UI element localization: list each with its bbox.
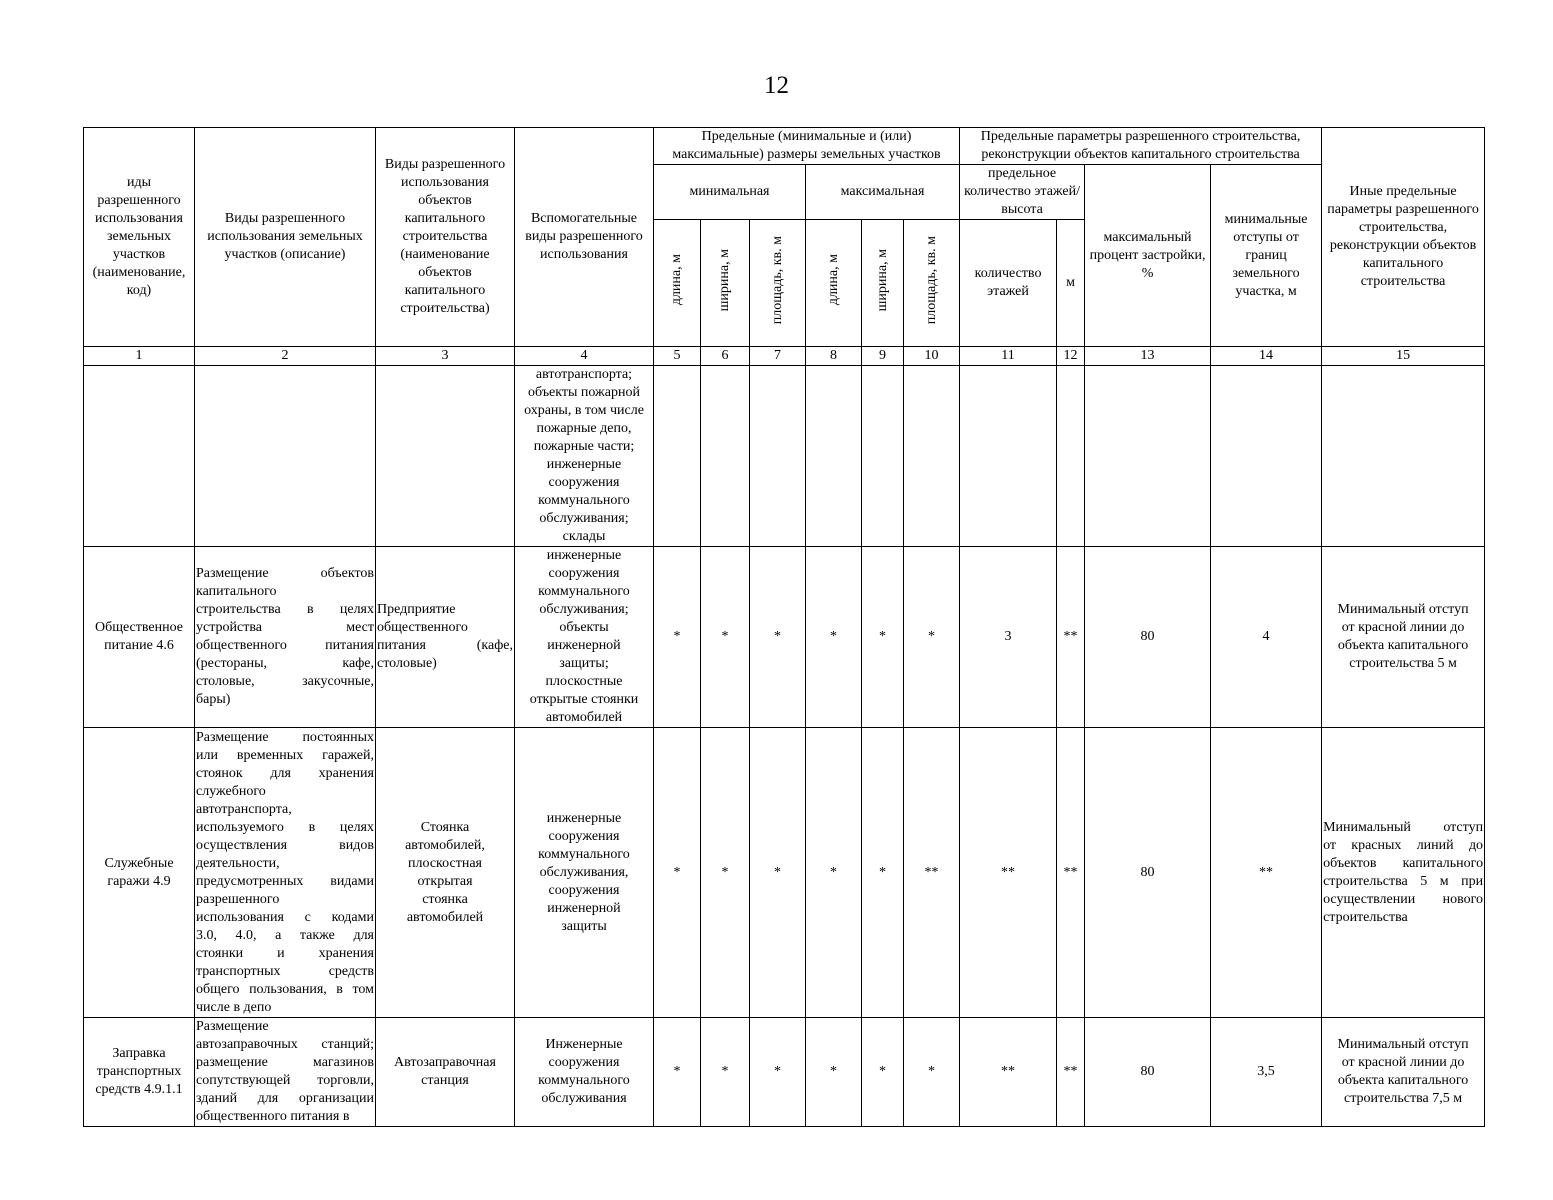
col-number: 13 xyxy=(1085,347,1211,366)
cell-value: * xyxy=(862,547,904,728)
cell-value xyxy=(862,366,904,547)
cell-line: Инженерные xyxy=(545,1037,623,1052)
header-length-max: длина, м xyxy=(806,220,862,347)
cell-line: плоскостные xyxy=(545,674,623,689)
cell-line: инженерные xyxy=(546,548,622,563)
header-col3: Виды разрешенного использования объектов капитального строительства (наименование объектов капитального строительства) xyxy=(376,128,515,347)
cell-value: * xyxy=(701,1018,750,1127)
cell-line: склады xyxy=(562,529,606,544)
cell-description xyxy=(195,1018,376,1127)
cell-value xyxy=(1057,366,1085,547)
cell-value: * xyxy=(862,728,904,1018)
cell-line: обслуживания xyxy=(541,1091,627,1106)
cell-line: строительства xyxy=(1323,909,1408,925)
cell-line: объекты xyxy=(559,620,609,635)
col-number: 4 xyxy=(515,347,654,366)
cell-other xyxy=(1322,366,1485,547)
cell-value: * xyxy=(701,547,750,728)
cell-value: * xyxy=(654,547,701,728)
header-max-percent: максимальный процент застройки, % xyxy=(1085,165,1211,347)
cell-line: устройства мест xyxy=(196,620,374,635)
cell-value: * xyxy=(750,547,806,728)
cell-line: гаражи 4.9 xyxy=(107,873,171,889)
col-number: 5 xyxy=(654,347,701,366)
cell-value: 80 xyxy=(1085,1018,1211,1127)
cell-line: строительства 5 м при xyxy=(1323,873,1484,889)
cell-line: Заправка xyxy=(112,1046,166,1061)
regulations-table xyxy=(83,127,1485,1127)
cell-line: Предприятие xyxy=(377,602,456,617)
cell-value: * xyxy=(750,1018,806,1127)
header-other: Иные предельные параметры разрешенного строительства, реконструкции объектов капитального строительства xyxy=(1322,128,1485,347)
cell-line: Минимальный отступ xyxy=(1337,1037,1469,1052)
cell-line: защиты xyxy=(561,918,607,934)
cell-value: ** xyxy=(904,728,960,1018)
cell-value xyxy=(750,366,806,547)
table-row xyxy=(84,728,1485,1018)
cell-line: станция xyxy=(421,1073,469,1088)
cell-value: ** xyxy=(1211,728,1322,1018)
cell-line: защиты; xyxy=(559,656,609,671)
cell-line: обслуживания; xyxy=(539,511,629,526)
header-min-setback: минимальные отступы от границ земельного участка, м xyxy=(1211,165,1322,347)
cell-value xyxy=(904,366,960,547)
cell-value: 3,5 xyxy=(1211,1018,1322,1127)
cell-line: числе в депо xyxy=(196,999,272,1015)
cell-value: 80 xyxy=(1085,728,1211,1018)
cell-line: стоянка xyxy=(422,891,468,907)
cell-value: * xyxy=(904,547,960,728)
cell-objects xyxy=(376,728,515,1018)
cell-line: сооружения xyxy=(548,1055,620,1070)
cell-line: охраны, в том числе xyxy=(524,403,644,418)
col-number: 14 xyxy=(1211,347,1322,366)
cell-line: служебного xyxy=(196,783,266,799)
cell-other xyxy=(1322,728,1485,1018)
page-number: 12 xyxy=(764,72,789,99)
col-number: 3 xyxy=(376,347,515,366)
cell-value: ** xyxy=(1057,1018,1085,1127)
cell-line: осуществлении нового xyxy=(1323,891,1484,907)
cell-auxiliary xyxy=(515,1018,654,1127)
cell-line: размещение магазинов xyxy=(196,1055,374,1070)
table-row xyxy=(84,547,1485,728)
cell-value: ** xyxy=(1057,728,1085,1018)
table-row xyxy=(84,366,1485,547)
header-max: максимальная xyxy=(806,165,960,220)
col-number: 15 xyxy=(1322,347,1485,366)
cell-value xyxy=(1085,366,1211,547)
cell-line: коммунального xyxy=(538,846,630,862)
cell-line: инженерные xyxy=(546,457,622,472)
cell-line: строительства в целях xyxy=(196,602,374,617)
header-min: минимальная xyxy=(654,165,806,220)
cell-line: автомобилей, xyxy=(405,837,485,853)
cell-line: Стоянка xyxy=(420,819,470,835)
cell-value xyxy=(654,366,701,547)
col-number: 7 xyxy=(750,347,806,366)
cell-value: 3 xyxy=(960,547,1057,728)
cell-value: * xyxy=(750,728,806,1018)
cell-line: транспортных xyxy=(96,1064,182,1079)
cell-line: Размещение xyxy=(196,1019,269,1034)
cell-line: транспортных средств xyxy=(196,963,374,979)
header-width-max: ширина, м xyxy=(862,220,904,347)
cell-value xyxy=(806,366,862,547)
col-number: 9 xyxy=(862,347,904,366)
col-number: 12 xyxy=(1057,347,1085,366)
cell-name xyxy=(84,1018,195,1127)
cell-line: зданий для организации xyxy=(196,1091,374,1106)
cell-line: стоянок для хранения xyxy=(196,765,374,781)
cell-line: питания (кафе, xyxy=(377,638,513,653)
cell-line: Автозаправочная xyxy=(394,1055,496,1070)
cell-line: сооружения xyxy=(548,882,620,898)
cell-line: стоянки и хранения xyxy=(196,945,374,961)
cell-line: от красной линии до xyxy=(1341,620,1465,635)
cell-line: сопутствующей торговли, xyxy=(196,1073,374,1088)
cell-line: разрешенного xyxy=(196,891,280,907)
cell-objects xyxy=(376,366,515,547)
cell-other xyxy=(1322,547,1485,728)
cell-line: Минимальный отступ xyxy=(1323,819,1484,835)
header-area-max: площадь, кв. м xyxy=(904,220,960,347)
cell-objects xyxy=(376,1018,515,1127)
cell-line: капитального xyxy=(196,584,277,599)
cell-value: * xyxy=(701,728,750,1018)
cell-line: деятельности, xyxy=(196,855,280,871)
cell-line: общественного питания xyxy=(196,638,374,653)
cell-line: средств 4.9.1.1 xyxy=(95,1082,183,1097)
cell-line: осуществления видов xyxy=(196,837,374,853)
cell-line: используемого в целях xyxy=(196,819,374,835)
cell-value: 4 xyxy=(1211,547,1322,728)
cell-line: автотранспорта; xyxy=(535,367,633,382)
cell-value: ** xyxy=(1057,547,1085,728)
cell-line: (рестораны, кафе, xyxy=(196,656,374,671)
header-group-sizes: Предельные (минимальные и (или) максимальные) размеры земельных участков xyxy=(654,128,960,165)
cell-line: инженерной xyxy=(547,638,621,653)
cell-auxiliary xyxy=(515,728,654,1018)
cell-line: сооружения xyxy=(548,566,620,581)
cell-line: открытые стоянки xyxy=(529,692,639,707)
cell-value: * xyxy=(806,547,862,728)
cell-name xyxy=(84,366,195,547)
cell-line: бары) xyxy=(196,692,231,707)
cell-line: Общественное xyxy=(94,620,184,635)
cell-value: 80 xyxy=(1085,547,1211,728)
header-floors-height: предельное количество этажей/высота xyxy=(960,165,1085,220)
cell-line: пожарные части; xyxy=(533,439,635,454)
cell-value xyxy=(701,366,750,547)
header-m: м xyxy=(1057,220,1085,347)
cell-line: Служебные xyxy=(104,855,174,871)
cell-line: общественного питания в xyxy=(196,1109,350,1124)
table-row xyxy=(84,1018,1485,1127)
cell-line: от красной линии до xyxy=(1341,1055,1465,1070)
cell-line: строительства 7,5 м xyxy=(1344,1091,1463,1106)
cell-line: автотранспорта, xyxy=(196,801,292,817)
cell-line: питание 4.6 xyxy=(104,638,174,653)
cell-line: объекта капитального xyxy=(1337,638,1469,653)
cell-name xyxy=(84,728,195,1018)
cell-value: * xyxy=(904,1018,960,1127)
cell-auxiliary xyxy=(515,366,654,547)
cell-line: объектов капитального xyxy=(1323,855,1484,871)
cell-line: Минимальный отступ xyxy=(1337,602,1469,617)
cell-line: объекта капитального xyxy=(1337,1073,1469,1088)
cell-other xyxy=(1322,1018,1485,1127)
cell-value: * xyxy=(806,728,862,1018)
cell-objects xyxy=(376,547,515,728)
cell-line: коммунального xyxy=(538,1073,630,1088)
cell-line: общественного xyxy=(377,620,468,635)
cell-line: инженерной xyxy=(547,900,621,916)
cell-line: сооружения xyxy=(548,828,620,844)
col-number: 2 xyxy=(195,347,376,366)
cell-line: пожарные депо, xyxy=(536,421,632,436)
cell-line: Размещение постоянных xyxy=(196,729,374,745)
cell-line: общего пользования, в том xyxy=(196,981,374,997)
cell-line: открытая xyxy=(417,873,473,889)
cell-line: автомобилей xyxy=(406,909,484,925)
header-floors: количество этажей xyxy=(960,220,1057,347)
col-number: 10 xyxy=(904,347,960,366)
cell-line: инженерные xyxy=(546,810,622,826)
cell-value xyxy=(960,366,1057,547)
header-area-min: площадь, кв. м xyxy=(750,220,806,347)
col-number: 1 xyxy=(84,347,195,366)
cell-value: * xyxy=(654,1018,701,1127)
cell-line: коммунального xyxy=(538,493,630,508)
cell-line: столовые, закусочные, xyxy=(196,674,374,689)
cell-value xyxy=(1211,366,1322,547)
cell-value: * xyxy=(806,1018,862,1127)
cell-line: плоскостная xyxy=(408,855,482,871)
cell-line: столовые) xyxy=(377,656,437,671)
col-number: 11 xyxy=(960,347,1057,366)
cell-line: Размещение объектов xyxy=(196,566,374,581)
cell-line: или временных гаражей, xyxy=(196,747,374,763)
cell-line: обслуживания; xyxy=(539,602,629,617)
cell-value: * xyxy=(654,728,701,1018)
header-group-params: Предельные параметры разрешенного строительства, реконструкции объектов капитального строительства xyxy=(960,128,1322,165)
cell-line: использования с кодами xyxy=(196,909,374,925)
header-length-min: длина, м xyxy=(654,220,701,347)
cell-value: * xyxy=(862,1018,904,1127)
column-numbers-row xyxy=(84,347,1485,366)
cell-line: сооружения xyxy=(548,475,620,490)
cell-line: строительства 5 м xyxy=(1349,656,1457,671)
cell-auxiliary xyxy=(515,547,654,728)
cell-line: 3.0, 4.0, а также для xyxy=(196,927,374,943)
cell-value: ** xyxy=(960,728,1057,1018)
cell-description xyxy=(195,547,376,728)
header-col1: иды разрешенного использования земельных участков (наименование, код) xyxy=(84,128,195,347)
cell-line: обслуживания, xyxy=(539,864,629,880)
cell-value: ** xyxy=(960,1018,1057,1127)
col-number: 8 xyxy=(806,347,862,366)
header-width-min: ширина, м xyxy=(701,220,750,347)
cell-line: предусмотренных видами xyxy=(196,873,374,889)
cell-line: автозаправочных станций; xyxy=(196,1037,374,1052)
header-col4: Вспомогательные виды разрешенного использования xyxy=(515,128,654,347)
cell-line: объекты пожарной xyxy=(528,385,640,400)
cell-description xyxy=(195,366,376,547)
col-number: 6 xyxy=(701,347,750,366)
cell-name xyxy=(84,547,195,728)
cell-line: от красных линий до xyxy=(1323,837,1484,853)
cell-line: коммунального xyxy=(538,584,630,599)
cell-line: автомобилей xyxy=(545,710,623,725)
cell-description xyxy=(195,728,376,1018)
header-col2: Виды разрешенного использования земельных участков (описание) xyxy=(195,128,376,347)
